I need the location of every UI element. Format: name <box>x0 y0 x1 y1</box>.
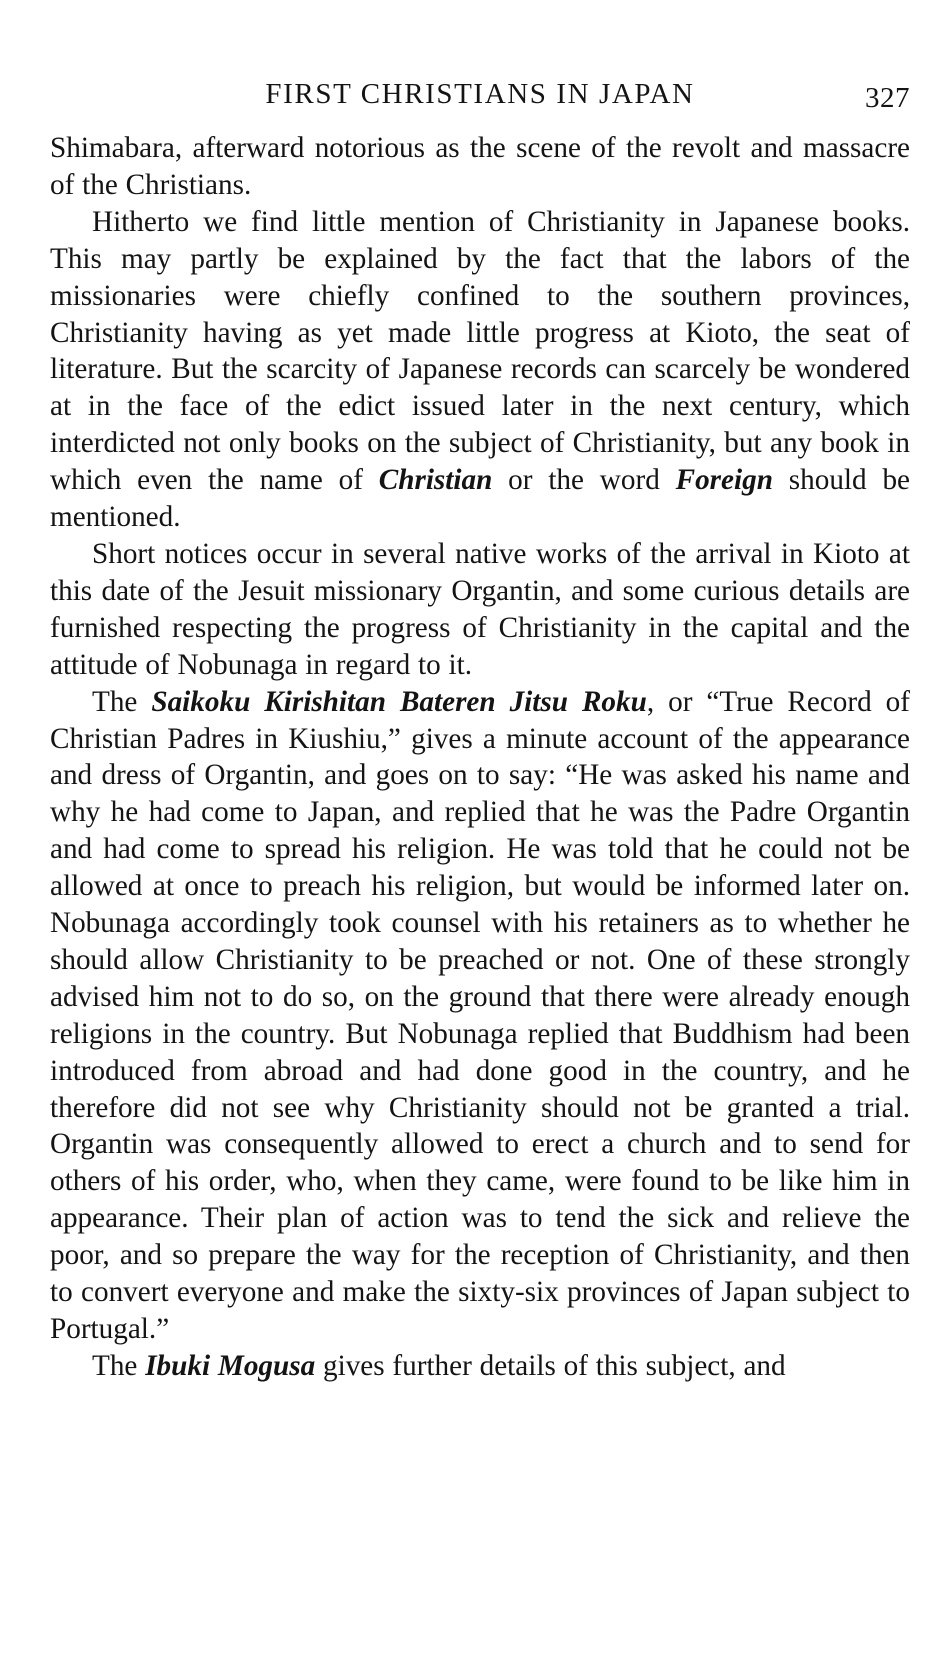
paragraph-text: or the word <box>492 464 676 497</box>
paragraph-text: Short notices occur in several native works of the arrival in Kioto at this date of the Jesuit missionary Organtin, and some curious details are furnished respecting the progress of Christianity in the capital and the attitude of Nobunaga in regard to it. <box>50 537 910 681</box>
italic-book-title: Ibuki Mogusa <box>145 1349 316 1382</box>
paragraph-text: Hitherto we find little mention of Christianity in Japanese books. This may partly be explained by the fact that the labors of the missionaries were chiefly confined to the southern provinces, Christianity having as yet made little progress at Kioto, the seat of literature. But the scarcity of Japanese records can scarcely be wondered at in the face of the edict issued later in the next century, which interdicted not only books on the subject of Christianity, but any book in which even the name of <box>50 205 910 497</box>
paragraph-short-notices <box>50 536 910 684</box>
paragraph-continuation <box>50 130 910 204</box>
italic-term-christian: Christian <box>378 464 493 497</box>
running-header <box>50 70 910 118</box>
paragraph-text: The <box>92 685 152 718</box>
page-number: 327 <box>865 82 910 114</box>
italic-book-title: Saikoku Kirishitan Bateren Jitsu Roku <box>151 685 647 718</box>
paragraph-hitherto <box>50 204 910 536</box>
book-page <box>50 70 910 1385</box>
paragraph-text: gives further details of this subject, and <box>315 1349 786 1382</box>
paragraph-ibuki-mogusa <box>50 1348 910 1385</box>
paragraph-text: The <box>92 1349 146 1382</box>
italic-term-foreign: Foreign <box>675 464 773 497</box>
running-title: FIRST CHRISTIANS IN JAPAN <box>265 78 695 110</box>
paragraph-text: Shimabara, afterward notorious as the scene of the revolt and massacre of the Christians. <box>50 132 910 201</box>
body-text <box>50 130 910 1385</box>
paragraph-text: should be mentioned. <box>50 464 910 534</box>
paragraph-text: , or “True Record of Christian Padres in Kiushiu,” gives a minute account of the appearance and dress of Organtin, and goes on to say: “He was asked his name and why he had come to Japan, and replied that he was the Padre Organtin and had come to spread his religion. He was told that he could not be allowed at once to preach his religion, but would be informed later on. Nobunaga accordingly took counsel with his retainers as to whether he should allow Christianity to be preached or not. One of these strongly advised him not to do so, on the ground that there were already enough religions in the country. But Nobunaga replied that Buddhism had been introduced from abroad and had done good in the country, and he therefore did not see why Christianity should not be granted a trial. Organtin was consequently allowed to erect a church and to send for others of his order, who, when they came, were found to be like him in appearance. Their plan of action was to tend the sick and relieve the poor, and so prepare the way for the reception of Christianity, and then to convert everyone and make the sixty-six provinces of Japan subject to Portugal.” <box>50 685 910 1345</box>
paragraph-jitsu-roku <box>50 684 910 1348</box>
